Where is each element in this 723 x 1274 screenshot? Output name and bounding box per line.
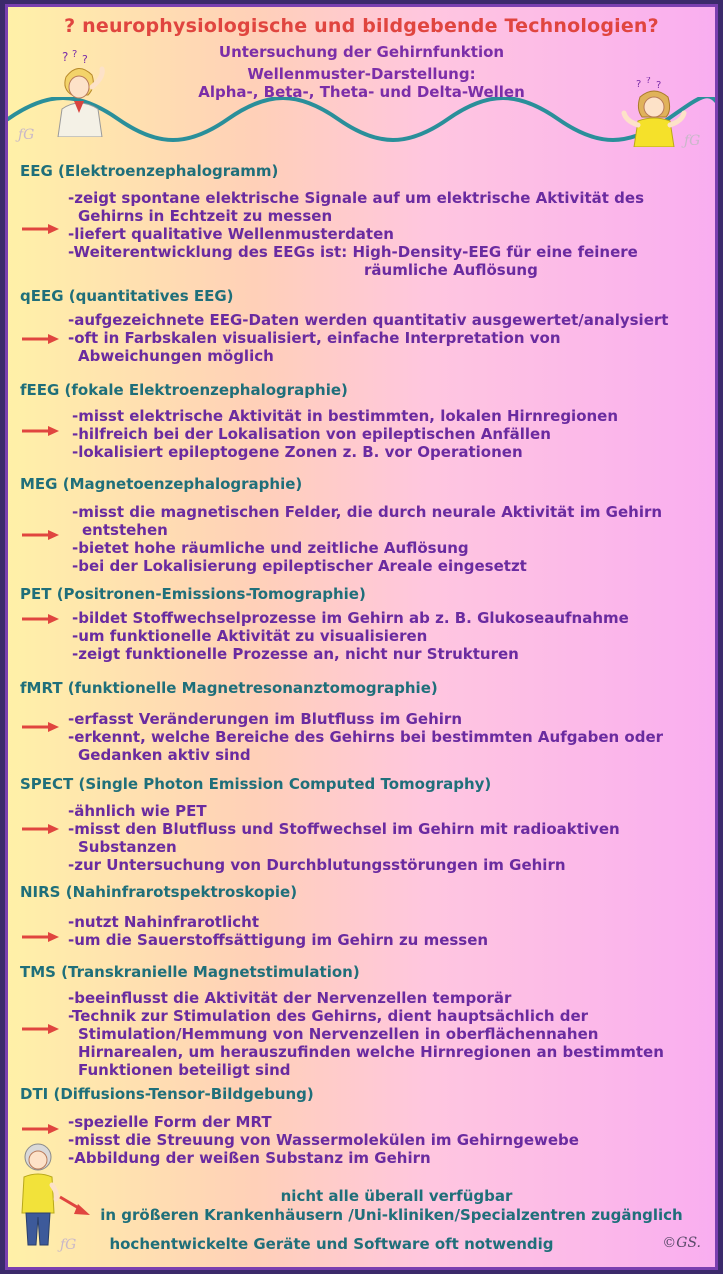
- meg-line-4: -bei der Lokalisierung epileptischer Areale eingesetzt: [72, 557, 527, 575]
- qeeg-line-3: Abweichungen möglich: [78, 347, 274, 365]
- section-title-dti: DTI (Diffusions-Tensor-Bildgebung): [20, 1085, 314, 1103]
- tms-line-1: -beeinflusst die Aktivität der Nervenzellen temporär: [68, 989, 512, 1007]
- tms-line-2: -Technik zur Stimulation des Gehirns, dient hauptsächlich der: [68, 1007, 589, 1025]
- section-title-nirs: NIRS (Nahinfrarotspektroskopie): [20, 883, 298, 901]
- feeg-line-1: -misst elektrische Aktivität in bestimmten, lokalen Hirnregionen: [72, 407, 619, 425]
- subtitle-line-1: Untersuchung der Gehirnfunktion: [218, 43, 505, 61]
- section-body-qeeg: [68, 311, 701, 365]
- fmrt-line-1: -erfasst Veränderungen im Blutfluss im Gehirn: [68, 710, 462, 728]
- section-title-spect: SPECT (Single Photon Emission Computed Tomography): [20, 775, 492, 793]
- svg-text:?: ?: [656, 80, 662, 91]
- section-title-fmrt: fMRT (funktionelle Magnetresonanztomographie): [20, 679, 438, 697]
- svg-text:?: ?: [72, 49, 78, 60]
- svg-text:?: ?: [62, 50, 69, 64]
- spect-line-2: -misst den Blutfluss und Stoffwechsel im Gehirn mit radioaktiven: [68, 820, 620, 838]
- eeg-line-3: -liefert qualitative Wellenmusterdaten: [68, 225, 394, 243]
- section-title-qeeg: qEEG (quantitatives EEG): [20, 287, 234, 305]
- section-title-eeg: EEG (Elektroenzephalogramm): [20, 162, 279, 180]
- red-arrow-icon: [22, 931, 60, 943]
- fmrt-line-3: Gedanken aktiv sind: [78, 746, 251, 764]
- nirs-line-1: -nutzt Nahinfrarotlicht: [68, 913, 259, 931]
- section-body-meg: [72, 503, 701, 575]
- section-body-tms: [68, 989, 701, 1079]
- meg-line-3: -bietet hohe räumliche und zeitliche Auflösung: [72, 539, 469, 557]
- pet-line-2: -um funktionelle Aktivität zu visualisieren: [72, 627, 428, 645]
- svg-text:?: ?: [82, 53, 88, 66]
- svg-text:?: ?: [636, 79, 642, 90]
- dti-line-1: -spezielle Form der MRT: [68, 1113, 272, 1131]
- section-title-tms: TMS (Transkranielle Magnetstimulation): [20, 963, 360, 981]
- feeg-line-2: -hilfreich bei der Lokalisation von epileptischen Anfällen: [72, 425, 551, 443]
- nirs-line-2: -um die Sauerstoffsättigung im Gehirn zu messen: [68, 931, 489, 949]
- spect-line-3: Substanzen: [78, 838, 177, 856]
- red-arrow-icon: [22, 425, 60, 437]
- poster: [5, 4, 718, 1270]
- footer-line-2: in größeren Krankenhäusern /Uni-kliniken/Specialzentren zugänglich: [100, 1206, 683, 1224]
- section-body-spect: [68, 802, 701, 874]
- subtitle-line-3: Alpha-, Beta-, Theta- und Delta-Wellen: [198, 83, 525, 101]
- qeeg-line-2: -oft in Farbskalen visualisiert, einfache Interpretation von: [68, 329, 561, 347]
- section-body-feeg: [72, 407, 701, 461]
- red-arrow-icon: [22, 1123, 60, 1135]
- feeg-line-3: -lokalisiert epileptogene Zonen z. B. vor Operationen: [72, 443, 523, 461]
- tms-line-5: Funktionen beteiligt sind: [78, 1061, 291, 1079]
- red-arrow-icon: [22, 333, 60, 345]
- red-arrow-icon: [22, 223, 60, 235]
- eeg-line-2: Gehirns in Echtzeit zu messen: [78, 207, 333, 225]
- section-body-eeg: [68, 189, 701, 279]
- watermark-left: ƒG: [18, 127, 35, 143]
- svg-text:?: ?: [646, 77, 651, 86]
- fmrt-line-2: -erkennt, welche Bereiche des Gehirns bei bestimmten Aufgaben oder: [68, 728, 664, 746]
- dti-line-3: -Abbildung der weißen Substanz im Gehirn: [68, 1149, 431, 1167]
- watermark-bottom: ƒG: [60, 1237, 77, 1253]
- section-body-pet: [72, 609, 701, 663]
- red-arrow-icon: [22, 529, 60, 541]
- eeg-line-5: räumliche Auflösung: [364, 261, 538, 279]
- section-title-feeg: fEEG (fokale Elektroenzephalographie): [20, 381, 348, 399]
- section-body-nirs: [68, 913, 701, 949]
- red-arrow-icon: [22, 613, 60, 625]
- tms-line-4: Hirnarealen, um herauszufinden welche Hirnregionen an bestimmten: [78, 1043, 664, 1061]
- footer-line-3: hochentwickelte Geräte und Software oft notwendig: [109, 1235, 554, 1253]
- subtitle-line-2: Wellenmuster-Darstellung:: [247, 65, 476, 83]
- red-arrow-icon: [22, 823, 60, 835]
- pet-line-3: -zeigt funktionelle Prozesse an, nicht nur Strukturen: [72, 645, 519, 663]
- spect-line-4: -zur Untersuchung von Durchblutungsstörungen im Gehirn: [68, 856, 566, 874]
- section-title-meg: MEG (Magnetoenzephalographie): [20, 475, 303, 493]
- qeeg-line-1: -aufgezeichnete EEG-Daten werden quantitativ ausgewertet/analysiert: [68, 311, 669, 329]
- spect-line-1: -ähnlich wie PET: [68, 802, 207, 820]
- red-arrow-icon: [22, 1023, 60, 1035]
- section-title-pet: PET (Positronen-Emissions-Tomographie): [20, 585, 366, 603]
- page-title: ? neurophysiologische und bildgebende Technologien?: [64, 15, 659, 37]
- meg-line-1: -misst die magnetischen Felder, die durch neurale Aktivität im Gehirn: [72, 503, 663, 521]
- meg-line-2: entstehen: [82, 521, 168, 539]
- red-arrow-icon: [22, 721, 60, 733]
- signature: ©GS.: [662, 1235, 701, 1251]
- section-body-dti: [68, 1113, 701, 1167]
- pet-line-1: -bildet Stoffwechselprozesse im Gehirn ab z. B. Glukoseaufnahme: [72, 609, 629, 627]
- eeg-line-4: -Weiterentwicklung des EEGs ist: High-Density-EEG für eine feinere: [68, 243, 638, 261]
- section-body-fmrt: [68, 710, 701, 764]
- watermark-right: ƒG: [684, 133, 701, 149]
- confused-person-left-illustration: [48, 47, 118, 137]
- confused-person-right-illustration: [620, 77, 690, 147]
- footer-line-1: nicht alle überall verfügbar: [280, 1187, 513, 1205]
- tms-line-3: Stimulation/Hemmung von Nervenzellen in oberflächennahen: [78, 1025, 599, 1043]
- eeg-line-1: -zeigt spontane elektrische Signale auf um elektrische Aktivität des: [68, 189, 644, 207]
- dti-line-2: -misst die Streuung von Wassermolekülen im Gehirngewebe: [68, 1131, 579, 1149]
